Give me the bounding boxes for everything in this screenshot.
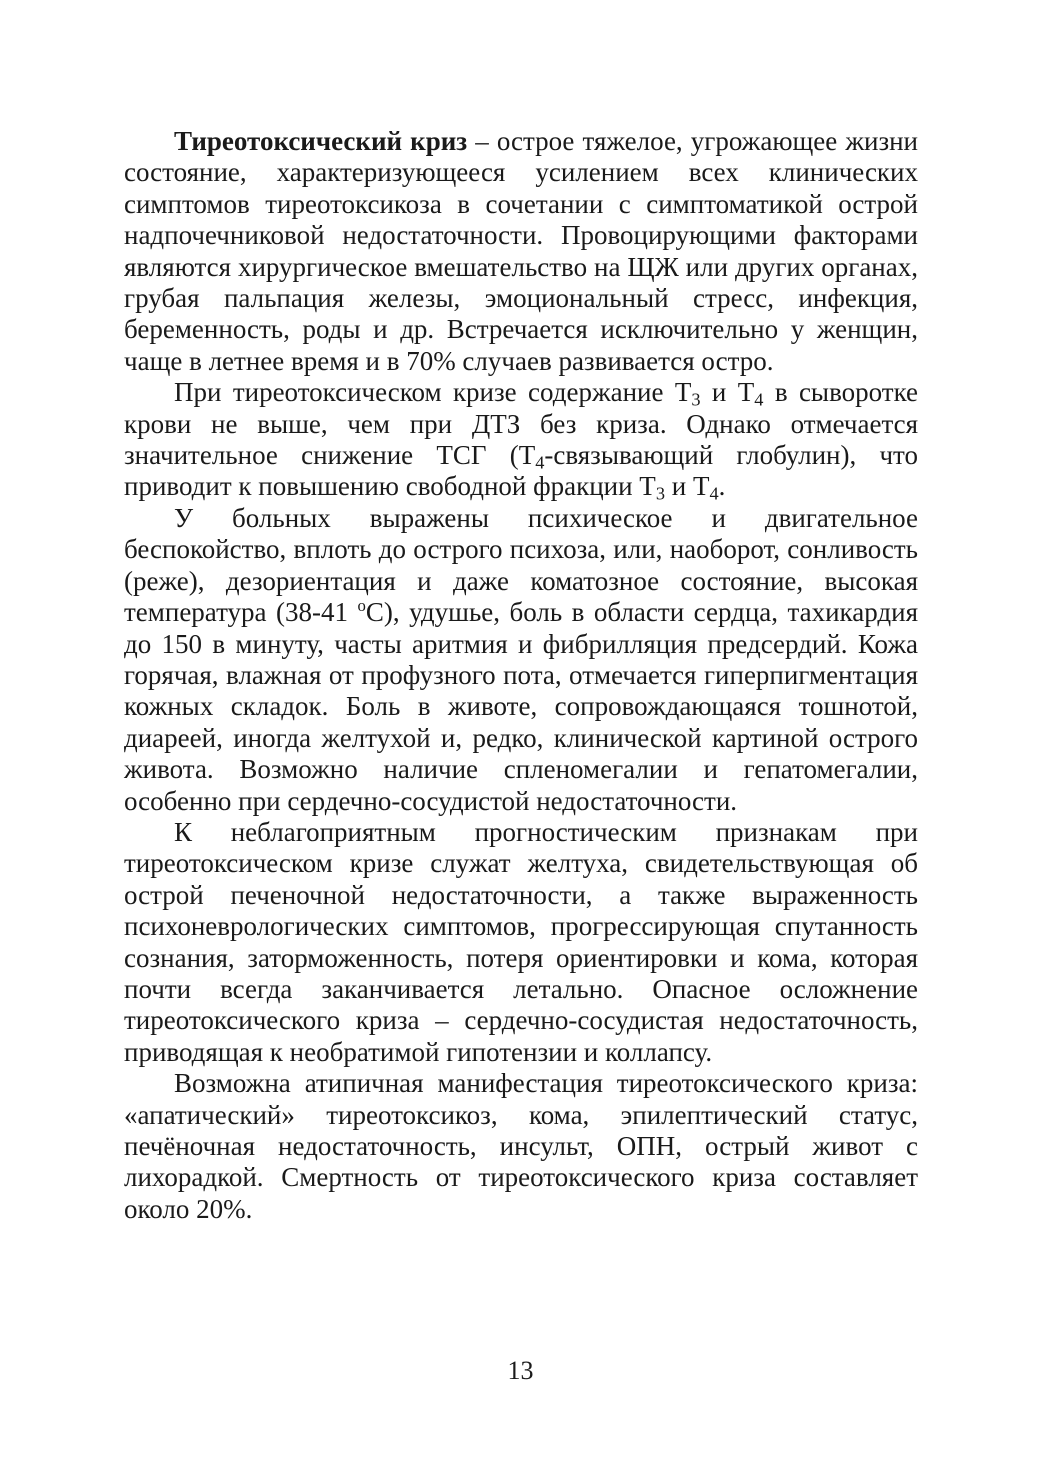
text-run: -связывающий глобулин), что приводит к повышению свободной фракции Т [124, 440, 918, 502]
term-thyrotoxic-crisis: Тиреотоксический криз [174, 126, 468, 156]
text-run: в сыворотке крови не выше, чем при ДТЗ без криза. Однако отмечается значительное снижение ТСГ (Т [124, 377, 919, 471]
paragraph-atypical-manifestation: Возможна атипичная манифестация тиреотоксического криза: «апатический» тиреотоксикоз, кома, эпилептический статус, печёночная недостаточность, инсульт, ОПН, острый живот с лихорадкой. Смертность от тиреотоксического криза составляет около 20%. [124, 1068, 918, 1224]
body-text [124, 126, 918, 1225]
subscript: 3 [655, 484, 665, 505]
paragraph-hormone-levels [124, 377, 918, 503]
paragraph-text: – острое тяжелое, угрожающее жизни состояние, характеризующееся усилением всех клинических симптомов тиреотоксикоза в сочетании с симптоматикой острой надпочечниковой недостаточности. Провоцирующими факторами являются хирургическое вмешательство на ЩЖ или других органах, грубая пальпация железы, эмоциональный стресс, инфекция, беременность, роды и др. Встречается исключительно у женщин, чаще в летнее время и в 70% случаев развивается остро. [124, 126, 919, 376]
text-run: и Т [665, 471, 710, 502]
text-run: У больных выражены психическое и двигательное беспокойство, вплоть до острого психоза, или, наоборот, сонливость (реже), дезориентация и даже коматозное состояние, высокая температура (38-41 [124, 502, 918, 628]
paragraph-prognostic-signs: К неблагоприятным прогностическим признакам при тиреотоксическом кризе служат желтуха, свидетельствующая об острой печеночной недостаточности, а также выраженность психоневрологических симптомов, прогрессирующая спутанность сознания, заторможенность, потеря ориентировки и кома, которая почти всегда заканчивается летально. Опасное осложнение тиреотоксического криза – сердечно-сосудистая недостаточность, приводящая к необратимой гипотензии и коллапсу. [124, 816, 918, 1067]
text-run: С), удушье, боль в области сердца, тахикардия до 150 в минуту, часты аритмия и фибрилляция предсердий. Кожа горячая, влажная от профузного пота, отмечается гиперпигментация кожных складок. Боль в животе, сопровождающаяся тошнотой, диареей, иногда желтухой и, редко, клинической картиной острого живота. Возможно наличие спленомегалии и гепатомегалии, особенно при сердечно-сосудистой недостаточности. [124, 597, 919, 816]
subscript: 4 [709, 484, 719, 505]
text-run: и Т [700, 377, 755, 408]
subscript: 4 [754, 389, 764, 410]
subscript: 3 [691, 389, 701, 410]
paragraph-clinical-symptoms [124, 503, 918, 817]
paragraph-thyrotoxic-crisis-definition [124, 126, 918, 377]
page-number: 13 [507, 1356, 534, 1385]
subscript: 4 [535, 452, 545, 473]
superscript-degree: о [357, 596, 366, 616]
text-run: . [718, 471, 726, 502]
text-run: При тиреотоксическом кризе содержание Т [174, 377, 692, 408]
